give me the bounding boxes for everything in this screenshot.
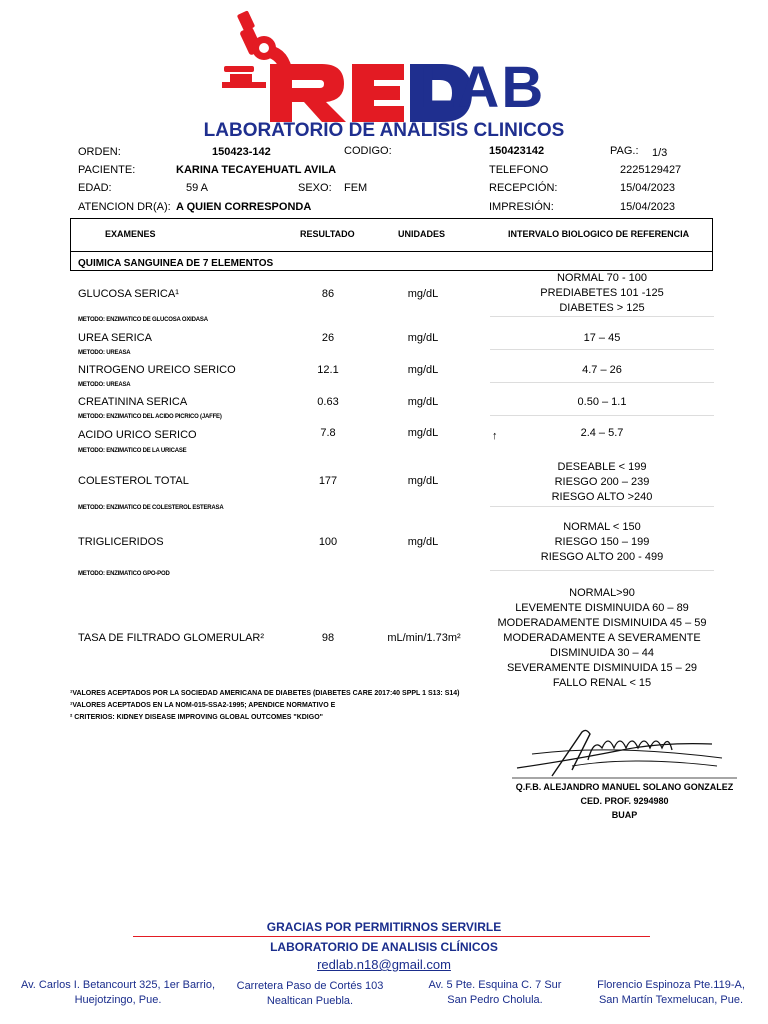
footer-address — [226, 979, 394, 1009]
exam-unit: mg/dL — [407, 288, 439, 300]
reference-line: MODERADAMENTE DISMINUIDA 45 – 59 — [497, 617, 707, 629]
exam-result: 86 — [321, 288, 335, 300]
exam-unit: mL/min/1.73m² — [387, 632, 461, 644]
exam-reference — [490, 460, 714, 505]
reference-line: LEVEMENTE DISMINUIDA 60 – 89 — [515, 602, 689, 614]
address-line: Av. 5 Pte. Esquina C. 7 Sur — [428, 979, 562, 991]
sexo-value: FEM — [344, 182, 368, 194]
reference-line: DIABETES > 125 — [559, 302, 645, 314]
exam-unit: mg/dL — [407, 364, 439, 376]
recepcion-value: 15/04/2023 — [620, 182, 676, 194]
codigo-value: 150423142 — [489, 145, 545, 157]
col-header-unidades: UNIDADES — [398, 229, 446, 239]
email-link[interactable]: redlab.n18@gmail.com — [317, 957, 451, 972]
exam-name: UREA SERICA — [78, 332, 152, 344]
exam-name: NITROGENO UREICO SERICO — [78, 364, 236, 376]
footer-lab: LABORATORIO DE ANALISIS CLÍNICOS — [270, 940, 498, 954]
telefono-label: TELEFONO — [489, 164, 549, 176]
reference-line: PREDIABETES 101 -125 — [540, 287, 664, 299]
exam-unit: mg/dL — [407, 332, 439, 344]
telefono-value: 2225129427 — [620, 164, 682, 176]
signer-name: Q.F.B. ALEJANDRO MANUEL SOLANO GONZALEZ — [515, 782, 734, 792]
orden-value: 150423-142 — [212, 146, 271, 158]
exam-unit: mg/dL — [407, 536, 439, 548]
exam-result: 0.63 — [317, 396, 339, 408]
exam-method: METODO: UREASA — [78, 350, 131, 356]
signature-scribble — [512, 720, 737, 782]
address-line: Carretera Paso de Cortés 103 — [236, 980, 384, 992]
recepcion-label: RECEPCIÓN: — [489, 182, 558, 194]
footer-email[interactable] — [0, 957, 768, 972]
exam-method: METODO: ENZIMATICO DE GLUCOSA OXIDASA — [78, 317, 208, 323]
exam-method: METODO: UREASA — [78, 382, 131, 388]
atencion-label: ATENCION DR(A): — [78, 201, 171, 213]
reference-line: FALLO RENAL < 15 — [552, 677, 652, 689]
footer-address — [586, 978, 756, 1008]
paciente-value: KARINA TECAYEHUATL AVILA — [176, 164, 337, 176]
address-line: Nealtican Puebla. — [266, 995, 354, 1007]
address-line: San Pedro Cholula. — [447, 994, 543, 1006]
reference-line: MODERADAMENTE A SEVERAMENTE — [503, 632, 701, 644]
exam-reference: 0.50 – 1.1 — [577, 396, 627, 408]
exam-method: METODO: ENZIMATICO GPO-POD — [78, 571, 170, 577]
high-flag-arrow-icon: ↑ — [492, 430, 498, 442]
orden-label: ORDEN: — [78, 146, 121, 158]
edad-value: 59 A — [186, 182, 209, 194]
exam-reference: 2.4 – 5.7 — [580, 427, 624, 439]
col-header-resultado: RESULTADO — [300, 229, 355, 239]
footer-red-line — [133, 936, 650, 937]
footer-address — [410, 978, 580, 1008]
row-divider — [490, 382, 714, 383]
exam-result: 12.1 — [317, 364, 339, 376]
reference-line: NORMAL>90 — [569, 587, 635, 599]
row-divider — [490, 506, 714, 507]
logo-lab-text: LAB — [420, 55, 546, 120]
footer-address — [10, 978, 226, 1008]
exam-name: CREATININA SERICA — [78, 396, 188, 408]
exam-result: 98 — [321, 632, 335, 644]
row-divider — [490, 316, 714, 317]
pag-label: PAG.: — [610, 145, 639, 157]
footnote: ² CRITERIOS: KIDNEY DISEASE IMPROVING GLOBAL OUTCOMES "KDIGO" — [70, 714, 323, 721]
exam-name: COLESTEROL TOTAL — [78, 475, 189, 487]
codigo-label: CODIGO: — [344, 145, 392, 157]
exam-method: METODO: ENZIMATICO DEL ACIDO PICRICO (JAFFE) — [78, 414, 222, 420]
row-divider — [490, 415, 714, 416]
reference-line: RIESGO ALTO 200 - 499 — [540, 551, 664, 563]
exam-name: GLUCOSA SERICA¹ — [78, 288, 179, 300]
exam-unit: mg/dL — [407, 427, 439, 439]
col-header-examenes: EXAMENES — [105, 229, 156, 239]
address-line: Av. Carlos I. Betancourt 325, 1er Barrio, — [20, 979, 216, 991]
lab-title: LABORATORIO DE ANALISIS CLINICOS — [203, 120, 565, 141]
reference-line: RIESGO 150 – 199 — [554, 536, 650, 548]
header-divider — [70, 251, 713, 252]
section-title: QUIMICA SANGUINEA DE 7 ELEMENTOS — [78, 258, 274, 269]
paciente-label: PACIENTE: — [78, 164, 136, 176]
footnote: ¹VALORES ACEPTADOS POR LA SOCIEDAD AMERICANA DE DIABETES (DIABETES CARE 2017:40 SPPL 1 S13: S14) — [70, 690, 460, 697]
reference-line: RIESGO 200 – 239 — [554, 476, 650, 488]
impresion-label: IMPRESIÓN: — [489, 201, 554, 213]
sexo-label: SEXO: — [298, 182, 332, 194]
pag-value: 1/3 — [652, 147, 668, 159]
exam-name: ACIDO URICO SERICO — [78, 429, 197, 441]
col-header-referencia: INTERVALO BIOLOGICO DE REFERENCIA — [508, 229, 690, 239]
exam-method: METODO: ENZIMATICO DE LA URICASE — [78, 448, 187, 454]
footer-thanks: GRACIAS POR PERMITIRNOS SERVIRLE — [266, 920, 502, 934]
exam-name: TRIGLICERIDOS — [78, 536, 164, 548]
exam-reference — [490, 520, 714, 565]
impresion-value: 15/04/2023 — [620, 201, 676, 213]
exam-name: TASA DE FILTRADO GLOMERULAR² — [78, 632, 265, 644]
address-line: Huejotzingo, Pue. — [74, 994, 162, 1006]
reference-line: NORMAL 70 - 100 — [556, 272, 648, 284]
exam-reference: 17 – 45 — [583, 332, 621, 344]
exam-reference: 4.7 – 26 — [582, 364, 622, 376]
exam-result: 100 — [318, 536, 338, 548]
atencion-value: A QUIEN CORRESPONDA — [176, 201, 312, 213]
signer-institution: BUAP — [611, 810, 638, 820]
exam-result: 26 — [321, 332, 335, 344]
reference-line: NORMAL < 150 — [563, 521, 641, 533]
exam-reference — [490, 586, 714, 691]
exam-method: METODO: ENZIMATICO DE COLESTEROL ESTERASA — [78, 505, 224, 511]
footnote: ¹VALORES ACEPTADOS EN LA NOM-015-SSA2-1995; APENDICE NORMATIVO E — [70, 702, 336, 709]
reference-line: RIESGO ALTO >240 — [551, 491, 653, 503]
exam-unit: mg/dL — [407, 396, 439, 408]
exam-result: 7.8 — [320, 427, 336, 439]
exam-unit: mg/dL — [407, 475, 439, 487]
reference-line: SEVERAMENTE DISMINUIDA 15 – 29 — [506, 662, 698, 674]
row-divider — [490, 570, 714, 571]
exam-result: 177 — [318, 475, 338, 487]
signer-cedula: CED. PROF. 9294980 — [580, 796, 669, 806]
address-line: Florencio Espinoza Pte.119-A, — [597, 979, 745, 991]
edad-label: EDAD: — [78, 182, 112, 194]
exam-reference — [490, 271, 714, 316]
reference-line: DESEABLE < 199 — [557, 461, 647, 473]
row-divider — [490, 349, 714, 350]
reference-line: DISMINUIDA 30 – 44 — [550, 647, 654, 659]
address-line: San Martín Texmelucan, Pue. — [598, 994, 744, 1006]
